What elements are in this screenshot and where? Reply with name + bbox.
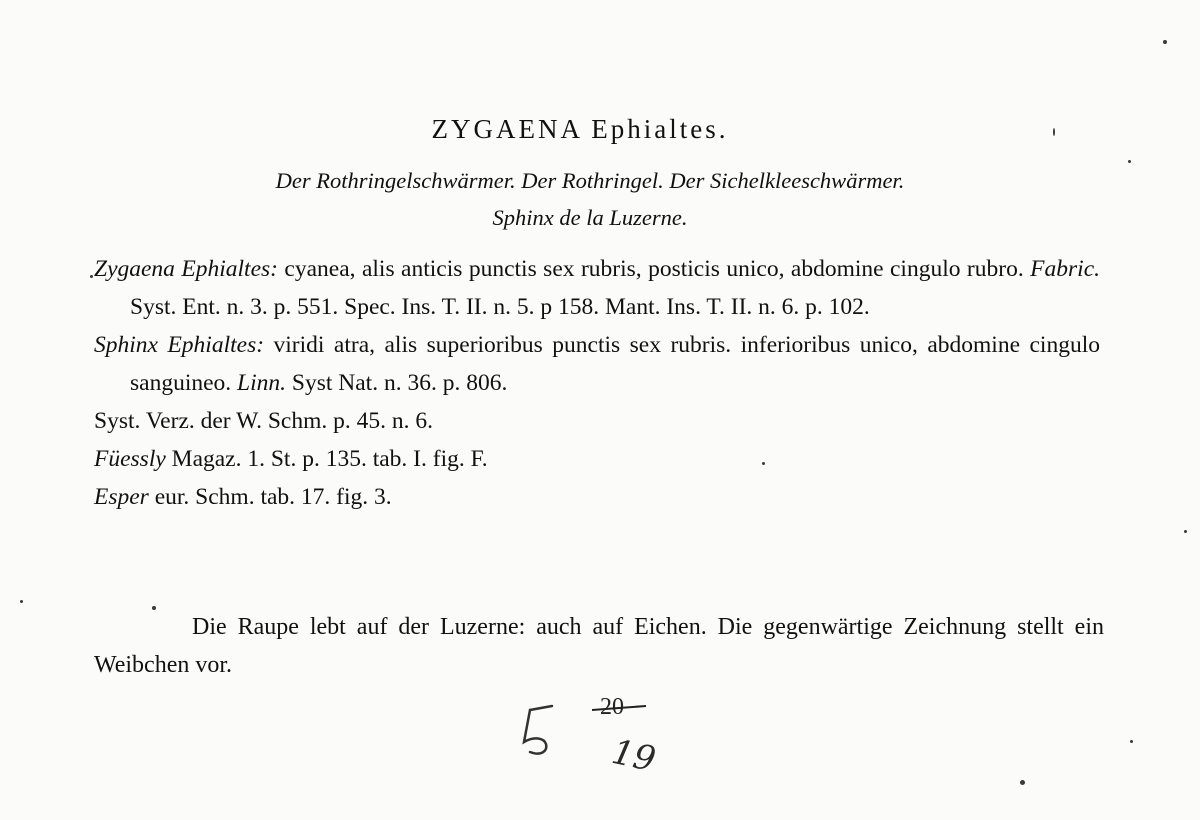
speck <box>1184 530 1187 533</box>
reference-text: cyanea, alis anticis punctis sex rubris, posticis unico, abdomine cingulo rubro. <box>277 256 1031 282</box>
reference-entry <box>94 326 1100 402</box>
reference-entry <box>94 250 1101 326</box>
reference-tail: Syst Nat. n. 36. p. 806. <box>286 370 508 396</box>
short-reference-text: Magaz. 1. St. p. 135. tab. I. fig. F. <box>165 446 488 472</box>
speck <box>90 275 93 278</box>
common-names-line-2: Sphinx de la Luzerne. <box>492 205 688 230</box>
references-block <box>94 250 1101 516</box>
speck <box>1163 40 1167 44</box>
speck <box>1128 160 1131 163</box>
reference-lead: Zygaena Ephialtes: <box>94 256 278 282</box>
pencil-note: 19 <box>608 731 659 781</box>
reference-cite: Linn. <box>237 370 287 396</box>
speck <box>20 600 23 603</box>
reference-tail: Syst. Ent. n. 3. p. 551. Spec. Ins. T. II. n. 5. p 158. Mant. Ins. T. II. n. 6. p. 102. <box>130 294 870 320</box>
page-title: ZYGAENA Ephialtes. <box>431 114 729 144</box>
reference-text: viridi atra, alis superioribus punctis sex rubris. inferioribus unico, abdomine cingulo sanguineo. <box>130 332 1100 396</box>
pencil-mark-five <box>524 706 552 754</box>
reference-cite: Fabric. <box>1030 256 1101 282</box>
speck <box>1020 780 1025 785</box>
speck <box>1130 740 1133 743</box>
description-paragraph: Die Raupe lebt auf der Luzerne: auch auf Eichen. Die gegenwärtige Zeichnung stellt ein Weibchen vor. <box>94 614 1104 678</box>
reference-lead: Sphinx Ephialtes: <box>94 332 265 358</box>
short-reference <box>94 402 1100 440</box>
short-reference-text: Syst. Verz. der W. Schm. p. 45. n. 6. <box>94 408 434 434</box>
short-reference-lead: Füessly <box>94 446 166 472</box>
common-names-line-1: Der Rothringelschwärmer. Der Rothringel. Der Sichelkleeschwärmer. <box>275 168 905 193</box>
struck-page-number: 20 <box>600 694 624 720</box>
short-reference <box>94 440 1100 478</box>
short-reference <box>94 478 1100 516</box>
short-reference-text: eur. Schm. tab. 17. fig. 3. <box>148 484 392 510</box>
short-reference-lead: Esper <box>94 484 149 510</box>
